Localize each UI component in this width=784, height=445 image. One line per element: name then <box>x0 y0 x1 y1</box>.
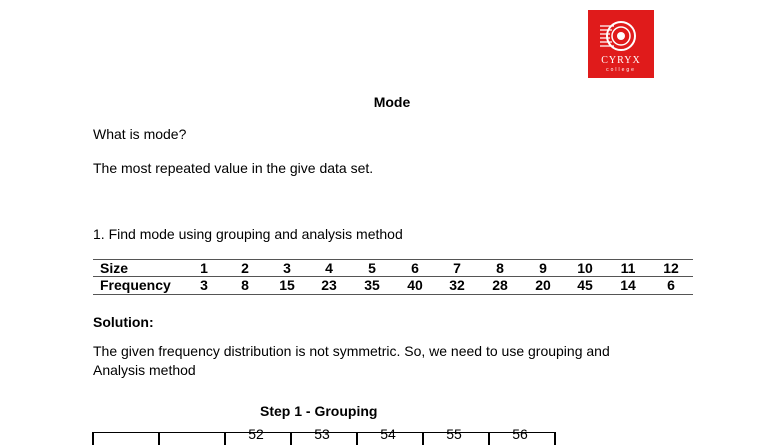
size-cell: 9 <box>539 260 547 276</box>
frequency-cell: 8 <box>241 277 249 293</box>
solution-text-line-2: Analysis method <box>93 362 196 378</box>
frequency-cell: 45 <box>577 277 593 293</box>
frequency-cell: 20 <box>535 277 551 293</box>
grid-line <box>92 433 94 445</box>
logo-subtitle: college <box>606 67 636 73</box>
definition-text: The most repeated value in the give data set. <box>93 160 374 176</box>
page-title: Mode <box>373 94 411 110</box>
size-cell: 7 <box>453 260 461 276</box>
table-bottom-rule <box>93 294 693 295</box>
college-logo <box>588 10 654 78</box>
frequency-cell: 35 <box>364 277 380 293</box>
grid-line <box>554 433 556 445</box>
size-cell: 4 <box>325 260 333 276</box>
size-row-label: Size <box>100 260 129 276</box>
solution-label: Solution: <box>93 314 154 330</box>
frequency-row-label: Frequency <box>100 277 171 293</box>
size-cell: 11 <box>620 260 636 276</box>
frequency-cell: 28 <box>492 277 508 293</box>
frequency-cell: 40 <box>407 277 423 293</box>
frequency-cell: 15 <box>279 277 295 293</box>
frequency-cell: 6 <box>667 277 675 293</box>
frequency-cell: 14 <box>620 277 636 293</box>
size-cell: 3 <box>283 260 291 276</box>
grouping-header-cell: 55 <box>446 426 462 442</box>
grouping-header-cell: 54 <box>380 426 396 442</box>
grouping-table <box>92 426 556 445</box>
crest-icon <box>596 16 646 56</box>
step-title: Step 1 - Grouping <box>260 403 378 419</box>
frequency-row <box>93 277 693 293</box>
size-cell: 12 <box>663 260 679 276</box>
grouping-header-cell: 56 <box>512 426 528 442</box>
size-cell: 6 <box>411 260 419 276</box>
frequency-cell: 32 <box>449 277 465 293</box>
frequency-cell: 23 <box>321 277 337 293</box>
size-cell: 1 <box>200 260 208 276</box>
logo-name: CYRYX <box>601 55 641 66</box>
size-cell: 8 <box>496 260 504 276</box>
question-text: What is mode? <box>93 126 187 142</box>
grouping-header-cell: 53 <box>314 426 330 442</box>
grouping-header-cell: 52 <box>248 426 264 442</box>
task-text: 1. Find mode using grouping and analysis method <box>93 226 403 242</box>
size-cell: 5 <box>368 260 376 276</box>
size-cell: 2 <box>241 260 249 276</box>
solution-text-line-1: The given frequency distribution is not symmetric. So, we need to use grouping and <box>93 343 610 359</box>
frequency-cell: 3 <box>200 277 208 293</box>
size-cell: 10 <box>577 260 593 276</box>
size-row <box>93 260 693 276</box>
grid-line <box>158 433 160 445</box>
